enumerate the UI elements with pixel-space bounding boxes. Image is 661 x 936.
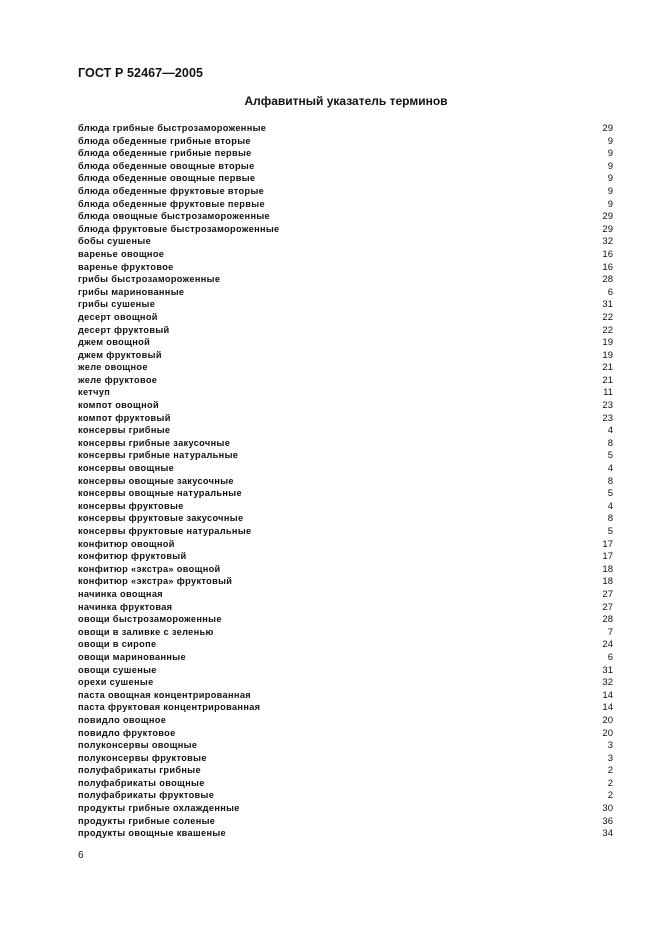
index-page-ref: 9 (607, 148, 613, 160)
index-entry (78, 752, 614, 765)
index-term: компот фруктовый (78, 412, 171, 423)
index-page-ref: 5 (607, 526, 613, 537)
index-entry (78, 361, 614, 374)
index-entry (78, 550, 614, 563)
index-entry (78, 160, 614, 173)
index-page-ref: 31 (602, 664, 613, 676)
index-page-ref: 20 (602, 714, 613, 726)
index-entry (78, 374, 614, 387)
index-page-ref: 22 (602, 311, 613, 323)
index-entry (78, 324, 614, 337)
index-term: желе фруктовое (78, 374, 158, 385)
index-page-ref: 28 (602, 614, 613, 626)
index-page-ref: 21 (602, 374, 613, 386)
index-term: начинка фруктовая (78, 601, 173, 612)
index-entry (78, 336, 614, 349)
index-entry (78, 437, 614, 450)
index-page-ref: 9 (607, 185, 613, 197)
index-page-ref: 6 (607, 286, 613, 298)
index-entry (78, 815, 614, 828)
index-term: консервы овощные натуральные (78, 488, 242, 499)
index-entry (78, 512, 614, 525)
index-term: блюда фруктовые быстрозамороженные (78, 223, 280, 234)
index-entry (78, 198, 614, 211)
index-term: грибы маринованные (78, 286, 185, 297)
index-term: грибы сушеные (78, 299, 156, 310)
index-entry (78, 500, 614, 513)
index-page-ref: 5 (607, 488, 613, 500)
index-page-ref: 28 (602, 274, 613, 286)
index-entry (78, 286, 614, 299)
index-term: консервы грибные (78, 425, 171, 436)
index-entry (78, 714, 614, 727)
index-term: полуфабрикаты овощные (78, 777, 205, 788)
index-entry (78, 135, 614, 148)
index-entry (78, 424, 614, 437)
index-page-ref: 16 (602, 248, 613, 260)
index-page-ref: 18 (602, 576, 613, 588)
index-term: блюда обеденные грибные вторые (78, 135, 251, 146)
index-page-ref: 21 (602, 362, 613, 374)
index-term: блюда обеденные фруктовые первые (78, 198, 265, 209)
index-page-ref: 22 (602, 324, 613, 336)
index-term: варенье фруктовое (78, 261, 174, 272)
index-term: орехи сушеные (78, 677, 154, 688)
index-page-ref: 36 (602, 815, 613, 827)
index-term: паста фруктовая концентрированная (78, 702, 261, 713)
index-term: консервы овощные (78, 463, 175, 474)
index-page-ref: 8 (607, 475, 613, 487)
index-page-ref: 9 (607, 160, 613, 172)
index-term: бобы сушеные (78, 236, 152, 247)
index-term: кетчуп (78, 387, 111, 398)
index-entry (78, 676, 614, 689)
index-entry (78, 802, 614, 815)
index-term: блюда обеденные овощные первые (78, 173, 256, 184)
index-page-ref: 29 (602, 223, 613, 235)
term-index-list (78, 122, 614, 840)
index-term: консервы грибные закусочные (78, 437, 231, 448)
index-term: консервы фруктовые закусочные (78, 513, 244, 524)
index-entry (78, 462, 614, 475)
index-entry (78, 399, 614, 412)
index-page-ref: 4 (607, 500, 613, 512)
index-entry (78, 739, 614, 752)
index-term: консервы фруктовые натуральные (78, 526, 252, 536)
index-entry (78, 487, 614, 500)
index-term: компот овощной (78, 400, 159, 411)
index-page-ref: 29 (602, 123, 613, 134)
index-entry (78, 525, 614, 538)
index-term: блюда овощные быстрозамороженные (78, 211, 270, 222)
index-page-ref: 18 (602, 563, 613, 575)
document-header: ГОСТ Р 52467—2005 (78, 66, 204, 80)
index-term: начинка овощная (78, 588, 163, 599)
index-page-ref: 17 (602, 551, 613, 563)
index-term: консервы грибные натуральные (78, 450, 239, 461)
index-entry (78, 664, 614, 677)
index-page-ref: 5 (607, 450, 613, 462)
page-number: 6 (78, 850, 84, 861)
index-entry (78, 764, 614, 777)
index-entry (78, 248, 614, 261)
index-page-ref: 11 (603, 387, 613, 399)
index-page-ref: 30 (602, 803, 613, 815)
index-entry (78, 261, 614, 274)
index-entry (78, 827, 614, 840)
index-page-ref: 9 (607, 135, 613, 147)
index-page-ref: 8 (607, 513, 613, 525)
index-term: повидло фруктовое (78, 727, 176, 738)
index-page-ref: 2 (607, 790, 613, 802)
index-term: повидло овощное (78, 714, 167, 725)
index-term: десерт овощной (78, 311, 158, 322)
index-term: овощи маринованные (78, 651, 186, 662)
index-term: полуфабрикаты грибные (78, 765, 201, 776)
index-term: конфитюр «экстра» овощной (78, 563, 221, 574)
index-page-ref: 14 (602, 689, 613, 701)
index-entry (78, 563, 614, 576)
index-entry (78, 273, 614, 286)
index-term: овощи быстрозамороженные (78, 614, 222, 625)
index-term: блюда обеденные фруктовые вторые (78, 185, 265, 196)
index-entry (78, 727, 614, 740)
index-entry (78, 651, 614, 664)
index-page-ref: 23 (602, 400, 613, 412)
index-entry (78, 789, 614, 802)
index-entry (78, 122, 614, 135)
index-term: десерт фруктовый (78, 324, 170, 335)
index-term: паста овощная концентрированная (78, 689, 251, 700)
index-entry (78, 298, 614, 311)
index-entry (78, 386, 614, 399)
index-term: продукты овощные квашеные (78, 828, 227, 839)
index-entry (78, 689, 614, 702)
index-page-ref: 4 (607, 463, 613, 475)
index-term: джем овощной (78, 337, 151, 348)
index-title: Алфавитный указатель терминов (244, 94, 448, 108)
index-term: полуконсервы фруктовые (78, 752, 207, 763)
index-term: варенье овощное (78, 248, 165, 259)
index-page-ref: 3 (607, 752, 613, 764)
index-term: блюда грибные быстрозамороженные (78, 123, 267, 133)
index-page-ref: 19 (602, 337, 613, 349)
index-term: желе овощное (78, 362, 148, 373)
index-entry (78, 185, 614, 198)
index-page-ref: 32 (602, 236, 613, 248)
index-entry (78, 172, 614, 185)
index-term: конфитюр овощной (78, 538, 175, 549)
index-entry (78, 777, 614, 790)
index-page-ref: 14 (602, 702, 613, 714)
index-page-ref: 20 (602, 727, 613, 739)
index-entry (78, 210, 614, 223)
index-page-ref: 3 (607, 740, 613, 752)
index-page-ref: 17 (602, 538, 613, 550)
index-page-ref: 31 (602, 299, 613, 311)
index-page-ref: 27 (602, 588, 613, 600)
index-entry (78, 311, 614, 324)
index-entry (78, 701, 614, 714)
index-page-ref: 6 (607, 651, 613, 663)
index-page-ref: 32 (602, 677, 613, 689)
index-entry (78, 235, 614, 248)
index-entry (78, 147, 614, 160)
index-entry (78, 626, 614, 639)
index-term: блюда обеденные овощные вторые (78, 160, 255, 171)
index-entry (78, 475, 614, 488)
index-page-ref: 19 (602, 349, 613, 361)
index-page-ref: 23 (602, 412, 613, 424)
index-term: консервы овощные закусочные (78, 475, 234, 486)
index-term: консервы фруктовые (78, 500, 184, 511)
index-entry (78, 601, 614, 614)
index-entry (78, 412, 614, 425)
index-term: полуконсервы овощные (78, 740, 198, 751)
index-term: конфитюр «экстра» фруктовый (78, 576, 233, 587)
index-entry (78, 449, 614, 462)
index-term: конфитюр фруктовый (78, 551, 187, 562)
index-page-ref: 8 (607, 437, 613, 449)
index-page-ref: 29 (602, 211, 613, 223)
index-entry (78, 223, 614, 236)
index-entry (78, 638, 614, 651)
index-page-ref: 9 (607, 173, 613, 185)
index-page-ref: 9 (607, 198, 613, 210)
index-entry (78, 588, 614, 601)
index-term: продукты грибные охлажденные (78, 803, 240, 814)
index-term: блюда обеденные грибные первые (78, 148, 252, 159)
index-entry (78, 613, 614, 626)
index-page-ref: 16 (602, 261, 613, 273)
index-page-ref: 27 (602, 601, 613, 613)
index-term: джем фруктовый (78, 349, 162, 360)
index-term: полуфабрикаты фруктовые (78, 790, 215, 801)
index-term: овощи в сиропе (78, 639, 157, 650)
index-page-ref: 34 (602, 828, 613, 840)
index-page-ref: 4 (607, 425, 613, 437)
index-page-ref: 2 (607, 765, 613, 777)
index-page-ref: 7 (607, 626, 613, 638)
index-term: продукты грибные соленые (78, 815, 216, 826)
index-entry (78, 538, 614, 551)
index-term: грибы быстрозамороженные (78, 274, 221, 285)
index-entry (78, 575, 614, 588)
index-page-ref: 24 (602, 639, 613, 651)
index-entry (78, 349, 614, 362)
index-term: овощи в заливке с зеленью (78, 626, 214, 637)
index-page-ref: 2 (607, 777, 613, 789)
index-term: овощи сушеные (78, 664, 157, 675)
